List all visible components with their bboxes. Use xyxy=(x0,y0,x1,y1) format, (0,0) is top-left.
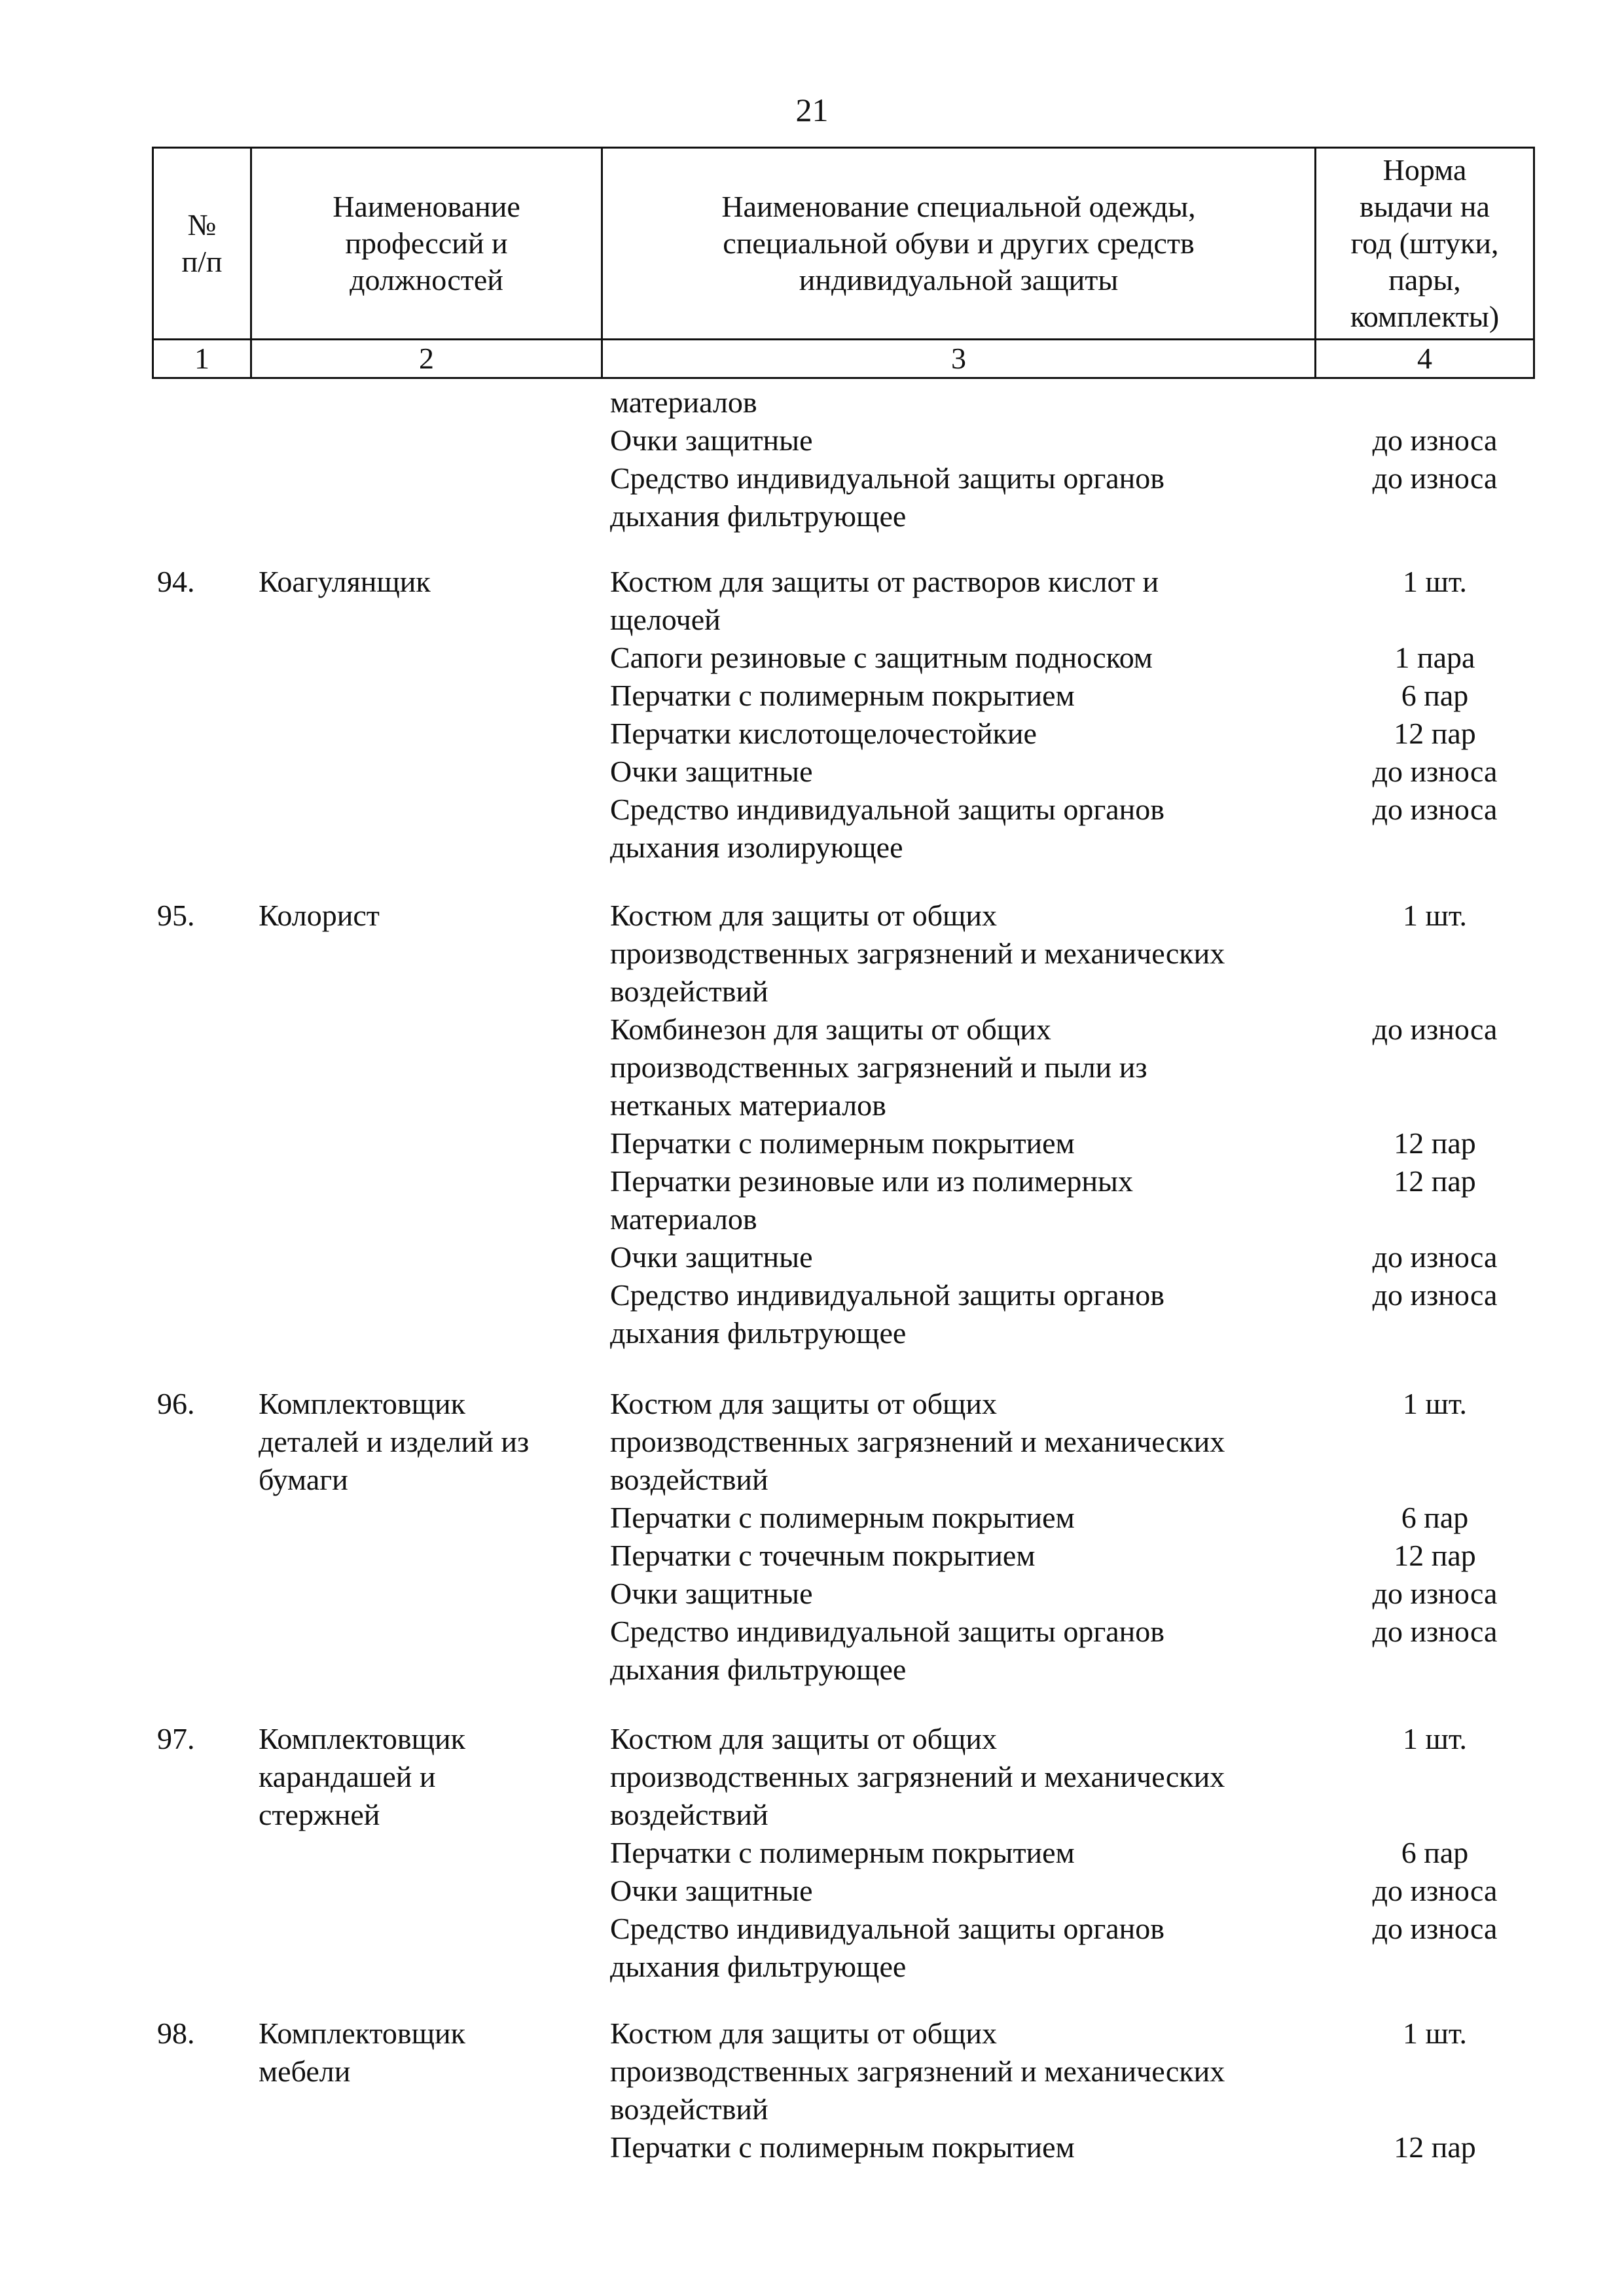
item-name: Перчатки с полимерным покрытием xyxy=(610,1501,1075,1534)
item-name: Сапоги резиновые с защитным подноском xyxy=(610,641,1153,674)
row-items xyxy=(610,1720,1498,1986)
row-number: 97. xyxy=(157,1722,195,1755)
row-items xyxy=(610,563,1498,867)
list-item xyxy=(610,1238,1553,1276)
row-number: 95. xyxy=(157,899,195,932)
item-quantity: до износа xyxy=(1372,1912,1498,1945)
row-items xyxy=(610,897,1498,1352)
item-quantity: 6 пар xyxy=(1401,1836,1469,1869)
header-col-profession: Наименование профессий и должностей xyxy=(251,148,602,340)
item-quantity: 1 шт. xyxy=(1402,565,1468,598)
item-quantity: 1 шт. xyxy=(1402,1722,1468,1755)
row-profession: Комплектовщик деталей и изделий из бумаги xyxy=(259,1387,530,1496)
item-name: Очки защитные xyxy=(610,1577,813,1610)
list-item xyxy=(610,1276,1553,1352)
item-name: Средство индивидуальной защиты органов дыхания фильтрующее xyxy=(610,1278,1164,1350)
list-item xyxy=(610,753,1553,791)
row-profession: Коагулянщик xyxy=(259,565,431,598)
item-name: Очки защитные xyxy=(610,1874,813,1907)
row-items xyxy=(610,384,1498,535)
list-item xyxy=(610,1834,1553,1872)
list-item xyxy=(610,563,1553,639)
header-index-4: 4 xyxy=(1316,340,1534,378)
item-quantity: 1 пара xyxy=(1394,641,1475,674)
item-name: Костюм для защиты от общих производственных загрязнений и механических воздействий xyxy=(610,899,1225,1008)
header-col-items: Наименование специальной одежды, специальной обуви и других средств индивидуальной защиты xyxy=(602,148,1316,340)
table-header xyxy=(152,147,1535,379)
list-item xyxy=(610,1613,1553,1689)
item-quantity: 6 пар xyxy=(1401,679,1469,712)
header-col-norm: Норма выдачи на год (штуки, пары, комплекты) xyxy=(1316,148,1534,340)
item-name: Перчатки кислотощелочестойкие xyxy=(610,717,1037,750)
item-name: Очки защитные xyxy=(610,755,813,788)
item-quantity: 1 шт. xyxy=(1402,1387,1468,1420)
list-item xyxy=(610,422,1553,459)
list-item xyxy=(610,791,1553,867)
item-quantity xyxy=(1317,384,1553,422)
item-name: Костюм для защиты от общих производственных загрязнений и механических воздействий xyxy=(610,1387,1225,1496)
row-number: 96. xyxy=(157,1387,195,1420)
item-name: Костюм для защиты от растворов кислот и щелочей xyxy=(610,565,1159,636)
list-item xyxy=(610,1910,1553,1986)
header-col-number: № п/п xyxy=(153,148,251,340)
item-name: материалов xyxy=(610,386,757,419)
item-name: Костюм для защиты от общих производственных загрязнений и механических воздействий xyxy=(610,1722,1225,1831)
item-quantity: до износа xyxy=(1372,1013,1498,1046)
item-name: Костюм для защиты от общих производственных загрязнений и механических воздействий xyxy=(610,2017,1225,2126)
list-item xyxy=(610,1872,1553,1910)
list-item xyxy=(610,459,1553,535)
list-item xyxy=(610,1162,1553,1238)
item-quantity: 12 пар xyxy=(1394,1539,1476,1572)
item-name: Средство индивидуальной защиты органов дыхания изолирующее xyxy=(610,793,1164,864)
item-name: Перчатки с полимерным покрытием xyxy=(610,2130,1075,2164)
item-name: Перчатки с полимерным покрытием xyxy=(610,1836,1075,1869)
list-item xyxy=(610,1385,1553,1499)
item-quantity: до износа xyxy=(1372,1278,1498,1312)
item-quantity: 1 шт. xyxy=(1402,899,1468,932)
list-item xyxy=(610,1011,1553,1124)
list-item xyxy=(610,1499,1553,1537)
item-quantity: до износа xyxy=(1372,793,1498,826)
item-name: Средство индивидуальной защиты органов дыхания фильтрующее xyxy=(610,461,1164,533)
item-name: Перчатки с полимерным покрытием xyxy=(610,1126,1075,1160)
header-index-1: 1 xyxy=(153,340,251,378)
item-quantity: 1 шт. xyxy=(1402,2017,1468,2050)
item-quantity: до износа xyxy=(1372,1874,1498,1907)
item-quantity: до износа xyxy=(1372,1615,1498,1648)
list-item xyxy=(610,897,1553,1011)
item-name: Перчатки с полимерным покрытием xyxy=(610,679,1075,712)
header-index-2: 2 xyxy=(251,340,602,378)
list-item xyxy=(610,384,1553,422)
list-item xyxy=(610,2015,1553,2128)
list-item xyxy=(610,2128,1553,2166)
item-name: Перчатки резиновые или из полимерных материалов xyxy=(610,1164,1133,1236)
row-profession: Комплектовщик мебели xyxy=(259,2017,465,2088)
row-number: 94. xyxy=(157,565,195,598)
item-quantity: 12 пар xyxy=(1394,1126,1476,1160)
item-name: Средство индивидуальной защиты органов дыхания фильтрующее xyxy=(610,1615,1164,1686)
item-quantity: до износа xyxy=(1372,1577,1498,1610)
list-item xyxy=(610,1575,1553,1613)
list-item xyxy=(610,1720,1553,1834)
item-name: Средство индивидуальной защиты органов дыхания фильтрующее xyxy=(610,1912,1164,1983)
list-item xyxy=(610,715,1553,753)
row-number: 98. xyxy=(157,2017,195,2050)
item-quantity: до износа xyxy=(1372,755,1498,788)
list-item xyxy=(610,1537,1553,1575)
list-item xyxy=(610,1124,1553,1162)
row-profession: Комплектовщик карандашей и стержней xyxy=(259,1722,465,1831)
row-profession: Колорист xyxy=(259,899,380,932)
item-name: Комбинезон для защиты от общих производственных загрязнений и пыли из нетканых материалов xyxy=(610,1013,1147,1122)
item-quantity: 6 пар xyxy=(1401,1501,1469,1534)
header-index-3: 3 xyxy=(602,340,1316,378)
row-items xyxy=(610,2015,1476,2166)
item-quantity: до износа xyxy=(1372,1240,1498,1274)
list-item xyxy=(610,677,1553,715)
item-quantity: 12 пар xyxy=(1394,1164,1476,1198)
list-item xyxy=(610,639,1553,677)
item-name: Перчатки с точечным покрытием xyxy=(610,1539,1036,1572)
item-quantity: 12 пар xyxy=(1394,717,1476,750)
item-quantity: до износа xyxy=(1372,423,1498,457)
item-name: Очки защитные xyxy=(610,1240,813,1274)
item-quantity: 12 пар xyxy=(1394,2130,1476,2164)
item-quantity: до износа xyxy=(1372,461,1498,495)
item-name: Очки защитные xyxy=(610,423,813,457)
row-items xyxy=(610,1385,1498,1689)
page-number: 21 xyxy=(795,92,829,128)
